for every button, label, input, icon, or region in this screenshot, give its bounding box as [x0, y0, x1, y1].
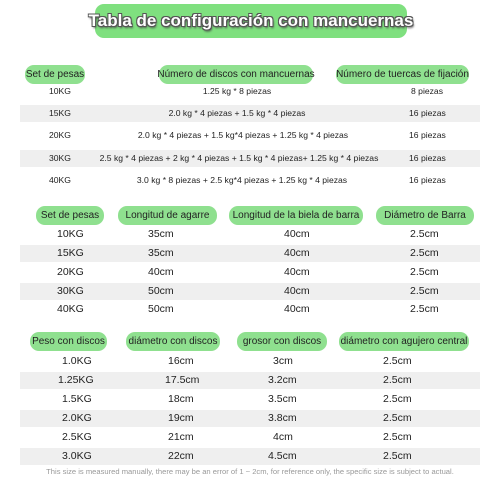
t3-r3-weight: 1.5KG [62, 393, 92, 405]
t3-r2-hole: 2.5cm [383, 374, 412, 386]
t3-header-thickness: grosor con discos [237, 332, 327, 351]
t3-r1-thickness: 3cm [273, 355, 293, 367]
t1-r1-discs: 1.25 kg * 8 piezas [202, 86, 272, 96]
t1-r2-set: 15KG [49, 108, 71, 118]
t1-r3-set: 20KG [49, 130, 71, 140]
t2-r2-diameter: 2.5cm [410, 247, 439, 259]
t1-r4-discs: 2.5 kg * 4 piezas + 2 kg * 4 piezas + 1.5 kg * 4 piezas+ 1.25 kg * 4 piezas [99, 153, 379, 163]
t3-r1-hole: 2.5cm [383, 355, 412, 367]
t2-r4-grip: 50cm [148, 285, 174, 297]
page-title: Tabla de configuración con mancuernas [88, 11, 414, 30]
t1-r4-nuts: 16 piezas [409, 153, 446, 163]
t1-r3-discs: 2.0 kg * 4 piezas + 1.5 kg*4 piezas + 1.25 kg * 4 piezas [137, 130, 349, 140]
t3-r6-hole: 2.5cm [383, 450, 412, 462]
t1-r4-set: 30KG [49, 153, 71, 163]
t2-r3-diameter: 2.5cm [410, 266, 439, 278]
t3-header-hole: diámetro con agujero central [339, 332, 469, 351]
t3-r2-diameter: 17.5cm [165, 374, 200, 386]
t2-r4-set: 30KG [57, 285, 84, 297]
t2-r2-set: 15KG [57, 247, 84, 259]
footnote: This size is measured manually, there may be an error of 1 ~ 2cm, for reference only, the specific size is subject to actual. [46, 467, 454, 476]
t2-r1-diameter: 2.5cm [410, 228, 439, 240]
t2-r2-grip: 35cm [148, 247, 174, 259]
t1-r5-nuts: 16 piezas [409, 175, 446, 185]
t1-r2-discs: 2.0 kg * 4 piezas + 1.5 kg * 4 piezas [168, 108, 306, 118]
t2-header-diameter: Diámetro de Barra [376, 206, 474, 225]
t2-header-rod: Longitud de la biela de barra [229, 206, 363, 225]
title-banner [88, 4, 414, 38]
t2-r5-diameter: 2.5cm [410, 303, 439, 315]
t3-r1-diameter: 16cm [168, 355, 194, 367]
t3-r4-hole: 2.5cm [383, 412, 412, 424]
t2-r3-rod: 40cm [284, 266, 310, 278]
t1-r1-set: 10KG [49, 86, 71, 96]
t3-r4-weight: 2.0KG [62, 412, 92, 424]
t1-r3-nuts: 16 piezas [409, 130, 446, 140]
t2-r5-grip: 50cm [148, 303, 174, 315]
t3-r3-hole: 2.5cm [383, 393, 412, 405]
t2-r3-set: 20KG [57, 266, 84, 278]
t3-r6-thickness: 4.5cm [268, 450, 297, 462]
t1-r5-set: 40KG [49, 175, 71, 185]
t2-r3-grip: 40cm [148, 266, 174, 278]
t3-header-diameter: diámetro con discos [126, 332, 220, 351]
t2-r1-set: 10KG [57, 228, 84, 240]
t3-r5-thickness: 4cm [273, 431, 293, 443]
t1-r5-discs: 3.0 kg * 8 piezas + 2.5 kg*4 piezas + 1.25 kg * 4 piezas [136, 175, 348, 185]
t1-r2-nuts: 16 piezas [409, 108, 446, 118]
t2-r5-set: 40KG [57, 303, 84, 315]
t2-r4-rod: 40cm [284, 285, 310, 297]
t3-r5-hole: 2.5cm [383, 431, 412, 443]
t3-r5-weight: 2.5KG [62, 431, 92, 443]
t2-r2-rod: 40cm [284, 247, 310, 259]
t3-r6-diameter: 22cm [168, 450, 194, 462]
t1-header-nuts: Número de tuercas de fijación [336, 65, 469, 84]
t3-r4-diameter: 19cm [168, 412, 194, 424]
t3-r6-weight: 3.0KG [62, 450, 92, 462]
t1-header-discs: Número de discos con mancuernas [159, 65, 313, 84]
t2-header-set: Set de pesas [36, 206, 104, 225]
t3-r3-diameter: 18cm [168, 393, 194, 405]
t3-r2-weight: 1.25KG [58, 374, 94, 386]
t3-r1-weight: 1.0KG [62, 355, 92, 367]
t3-r3-thickness: 3.5cm [268, 393, 297, 405]
t3-r5-diameter: 21cm [168, 431, 194, 443]
t1-r1-nuts: 8 piezas [411, 86, 444, 96]
t2-r1-rod: 40cm [284, 228, 310, 240]
t3-r4-thickness: 3.8cm [268, 412, 297, 424]
t2-header-grip: Longitud de agarre [118, 206, 217, 225]
t2-r1-grip: 35cm [148, 228, 174, 240]
t3-r2-thickness: 3.2cm [268, 374, 297, 386]
t3-header-weight: Peso con discos [30, 332, 107, 351]
t1-header-set: Set de pesas [25, 65, 85, 84]
t2-r5-rod: 40cm [284, 303, 310, 315]
t2-r4-diameter: 2.5cm [410, 285, 439, 297]
